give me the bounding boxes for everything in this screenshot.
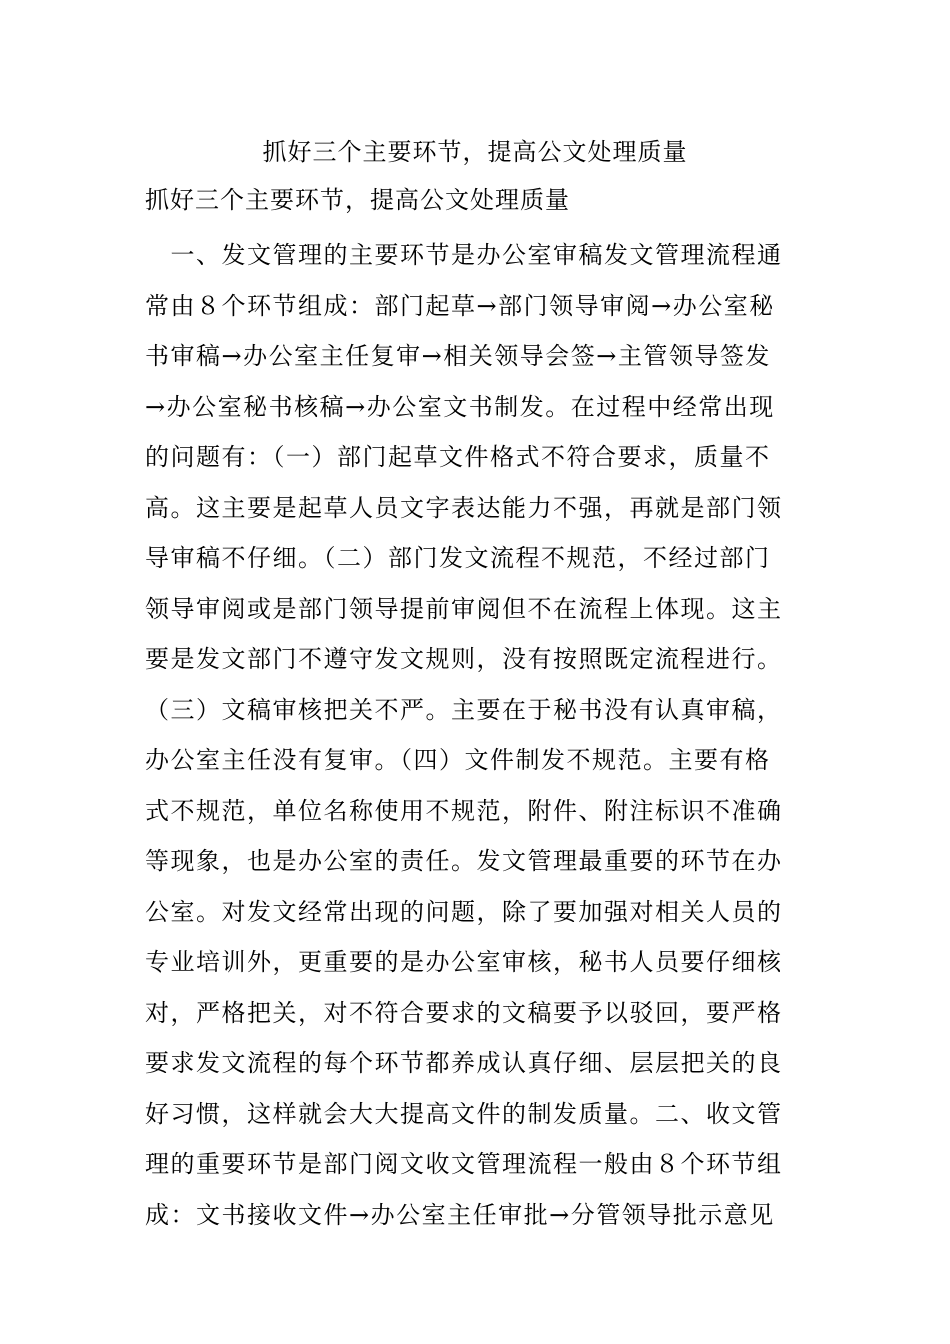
body-line-9: 要是发文部门不遵守发文规则，没有按照既定流程进行。 <box>145 645 783 673</box>
body-line-12: 式不规范，单位名称使用不规范，附件、附注标识不准确 <box>145 796 783 825</box>
body-line-6: 高。这主要是起草人员文字表达能力不强，再就是部门领 <box>145 493 783 522</box>
body-line-18: 好习惯，这样就会大大提高文件的制发质量。二、收文管 <box>145 1099 783 1128</box>
body-line-15: 专业培训外，更重要的是办公室审核，秘书人员要仔细核 <box>145 948 783 976</box>
document-title: 抓好三个主要环节，提高公文处理质量 <box>262 138 688 166</box>
body-line-1: 一、发文管理的主要环节是办公室审稿发文管理流程通 <box>145 241 783 269</box>
body-line-7: 导审稿不仔细。（二）部门发文流程不规范，不经过部门 <box>145 544 771 572</box>
body-line-14: 公室。对发文经常出现的问题，除了要加强对相关人员的 <box>145 897 783 926</box>
body-line-20: 成：文书接收文件→办公室主任审批→分管领导批示意见 <box>145 1200 775 1229</box>
body-line-5: 的问题有：（一）部门起草文件格式不符合要求，质量不 <box>145 443 771 471</box>
body-line-17: 要求发文流程的每个环节都养成认真仔细、层层把关的良 <box>145 1049 783 1077</box>
body-line-19: 理的重要环节是部门阅文收文管理流程一般由８个环节组 <box>145 1150 783 1178</box>
body-line-13: 等现象，也是办公室的责任。发文管理最重要的环节在办 <box>145 847 783 875</box>
body-line-3: 书审稿→办公室主任复审→相关领导会签→主管领导签发 <box>145 342 771 370</box>
document-subtitle: 抓好三个主要环节，提高公文处理质量 <box>145 186 570 214</box>
body-line-8: 领导审阅或是部门领导提前审阅但不在流程上体现。这主 <box>145 594 783 623</box>
body-line-2: 常由８个环节组成：部门起草→部门领导审阅→办公室秘 <box>145 291 775 320</box>
body-line-4: →办公室秘书核稿→办公室文书制发。在过程中经常出现 <box>145 392 775 421</box>
body-line-10: （三）文稿审核把关不严。主要在于秘书没有认真审稿， <box>145 695 783 724</box>
body-line-11: 办公室主任没有复审。（四）文件制发不规范。主要有格 <box>145 746 771 774</box>
body-paragraph <box>145 230 817 1240</box>
body-line-16: 对，严格把关，对不符合要求的文稿要予以驳回，要严格 <box>145 998 783 1027</box>
